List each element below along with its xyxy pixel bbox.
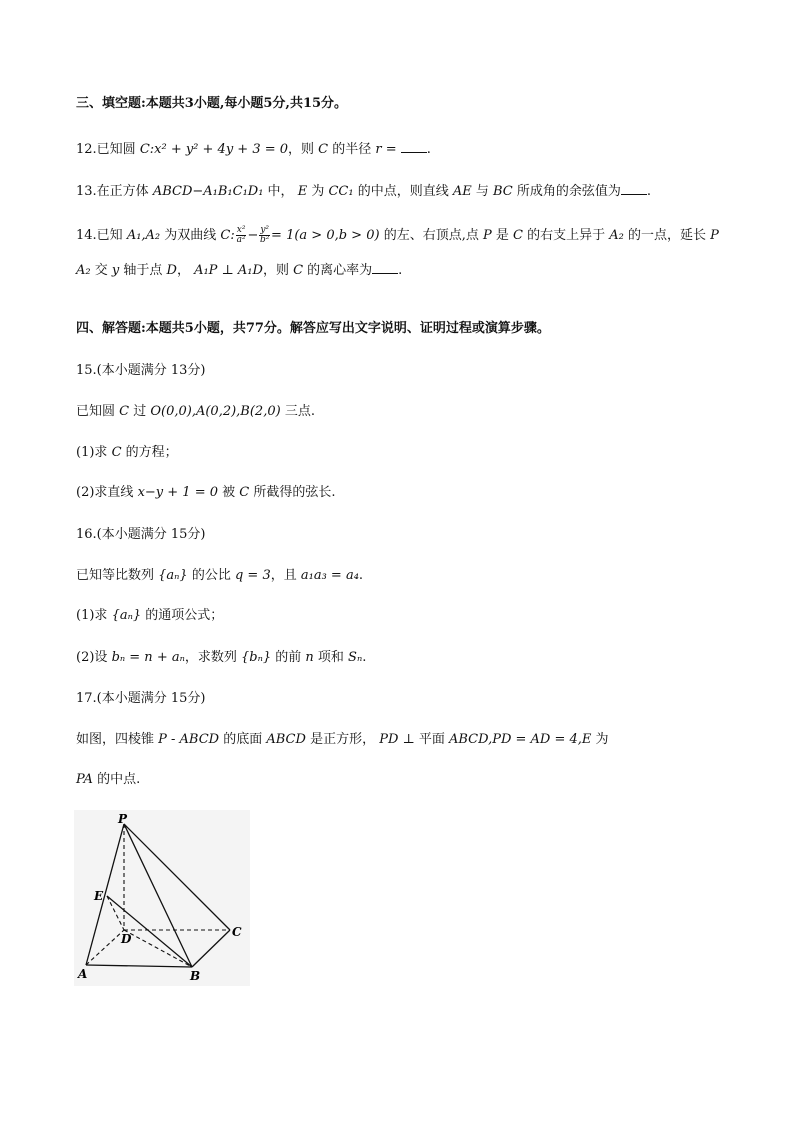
q13-ae: AE [452, 184, 472, 199]
q16-cond: a₁a₃ = a₄ [300, 568, 359, 583]
q16-sn: Sₙ [348, 650, 363, 665]
q16-text: 的前 [271, 650, 306, 665]
q13-text: 与 [471, 184, 493, 199]
q17-text: 是正方形， [305, 732, 380, 747]
q12-var: C [318, 142, 329, 157]
q12-text: 的半径 [328, 142, 376, 157]
q13-text: 中， [263, 184, 298, 199]
q13-text: 为 [307, 184, 329, 199]
q14-p: P [710, 228, 719, 243]
q15-text: 被 [218, 485, 240, 500]
q16-an: {aₙ} [158, 568, 188, 583]
q12-text: ，则 [288, 142, 319, 157]
q14-text: ，则 [262, 263, 294, 278]
q16-stem [76, 567, 363, 585]
q15-text: 过 [129, 404, 151, 419]
label-e: E [94, 889, 104, 903]
question-14-line-2 [76, 261, 402, 280]
q14-text: ， [176, 263, 195, 278]
q16-text: ，求数列 [184, 650, 241, 665]
q14-c: C: [220, 228, 235, 243]
q14-text: 的右支上异于 [522, 228, 610, 243]
q13-cube: ABCD−A₁B₁C₁D₁ [152, 184, 264, 199]
q16-an: {aₙ} [111, 608, 142, 623]
q15-line: x−y + 1 = 0 [137, 485, 218, 500]
q14-text: 交 [90, 263, 112, 278]
label-b: B [190, 969, 201, 983]
q12-text: 12.已知圆 [76, 142, 140, 157]
q15-text: 所截得的弦长. [249, 485, 336, 500]
q15-points: O(0,0),A(0,2),B(2,0) [150, 404, 281, 419]
q13-text: 的中点，则直线 [353, 184, 453, 199]
q15-c: C [111, 445, 122, 460]
q15-text: (1)求 [76, 445, 112, 460]
answer-blank [372, 261, 398, 274]
q17-pd: PD ⊥ [379, 732, 415, 747]
q14-c: C [512, 228, 523, 243]
q14-eq: = 1(a > 0,b > 0) [271, 228, 380, 243]
q14-p: P [482, 228, 492, 243]
q13-text: 13.在正方体 [76, 184, 153, 199]
q14-text: 的离心率为 [303, 263, 373, 278]
fraction-y [259, 226, 270, 245]
q14-c: C [293, 263, 304, 278]
section-header-answer: 四、解答题:本题共5小题，共77分。解答应写出文字说明、证明过程或演算步骤。 [76, 321, 550, 336]
q16-part-1 [76, 607, 223, 625]
q17-stem-line-2 [76, 771, 140, 789]
q16-text: 已知等比数列 [76, 568, 159, 583]
q14-perp: A₁P ⊥ A₁D [194, 263, 263, 278]
q17-pyramid: P - ABCD [158, 732, 220, 747]
q16-q: q = 3 [234, 568, 271, 583]
q14-text: 14.已知 [76, 228, 127, 243]
q12-equation: C:x² + y² + 4y + 3 = 0 [139, 142, 289, 157]
frac-num: y² [260, 225, 270, 235]
q13-e: E [297, 184, 308, 199]
q13-bc: BC [492, 184, 513, 199]
question-14-line-1 [76, 226, 719, 245]
q16-bn-set: {bₙ} [241, 650, 272, 665]
q17-text: 平面 [414, 732, 449, 747]
q16-text: (1)求 [76, 608, 112, 623]
q17-title: 17.(本小题满分 15分) [76, 691, 206, 706]
q15-title: 15.(本小题满分 13分) [76, 363, 206, 378]
label-d: D [121, 932, 132, 946]
q14-text: 轴于点 [119, 263, 167, 278]
question-12 [76, 140, 431, 159]
q15-text: (2)求直线 [76, 485, 138, 500]
q16-bn: bₙ = n + aₙ [111, 650, 185, 665]
q14-text: 的左、右顶点,点 [379, 228, 483, 243]
pyramid-diagram [74, 810, 250, 986]
label-c: C [232, 925, 242, 939]
q13-text: 所成角的余弦值为 [512, 184, 621, 199]
q16-text: . [358, 568, 364, 583]
q14-text: 为双曲线 [160, 228, 221, 243]
fraction-x [236, 226, 247, 245]
q15-text: 已知圆 [76, 404, 120, 419]
q15-text: 的方程； [121, 445, 178, 460]
q14-a1a2: A₁,A₂ [126, 228, 161, 243]
frac-den: b² [260, 235, 270, 245]
q17-base: ABCD [266, 732, 306, 747]
answer-blank [621, 182, 647, 195]
q13-end: . [646, 184, 652, 199]
label-a: A [78, 967, 88, 981]
q14-d: D [166, 263, 177, 278]
q15-text: 三点. [280, 404, 315, 419]
frac-den: a² [236, 235, 246, 245]
q17-text: 的底面 [219, 732, 267, 747]
q13-cc1: CC₁ [328, 184, 354, 199]
q16-n: n [305, 650, 314, 665]
q17-text: 如图，四棱锥 [76, 732, 159, 747]
q16-text: 项和 [313, 650, 349, 665]
q16-part-2 [76, 649, 366, 667]
frac-num: x² [236, 225, 246, 235]
question-13 [76, 182, 651, 201]
q15-c: C [239, 485, 250, 500]
q17-text: 的中点. [92, 772, 141, 787]
q14-text: 的一点，延长 [623, 228, 711, 243]
q15-stem [76, 403, 315, 421]
q14-a2: A₂ [76, 263, 91, 278]
q14-y: y [111, 263, 120, 278]
q16-text: 的公比 [187, 568, 235, 583]
q17-stem-line-1 [76, 731, 609, 749]
section-header-fill-in: 三、填空题:本题共3小题,每小题5分,共15分。 [76, 96, 348, 111]
label-p: P [118, 812, 128, 826]
q16-text: 的通项公式； [141, 608, 224, 623]
q16-text: (2)设 [76, 650, 112, 665]
q16-text: . [362, 650, 367, 665]
pyramid-figure [74, 810, 250, 986]
q15-part-1 [76, 444, 178, 462]
q15-part-2 [76, 484, 335, 502]
q14-minus: − [247, 228, 259, 243]
q16-text: ，且 [270, 568, 301, 583]
q14-text: 是 [491, 228, 513, 243]
q15-c: C [119, 404, 130, 419]
q17-cond: ABCD,PD = AD = 4,E [449, 732, 592, 747]
q14-end: . [398, 263, 403, 278]
q16-title: 16.(本小题满分 15分) [76, 527, 206, 542]
q17-text: 为 [591, 732, 609, 747]
q17-pa: PA [76, 772, 93, 787]
q12-end: . [426, 142, 431, 157]
q14-a2: A₂ [609, 228, 624, 243]
q12-r: r = [375, 142, 401, 157]
answer-blank [401, 140, 427, 153]
